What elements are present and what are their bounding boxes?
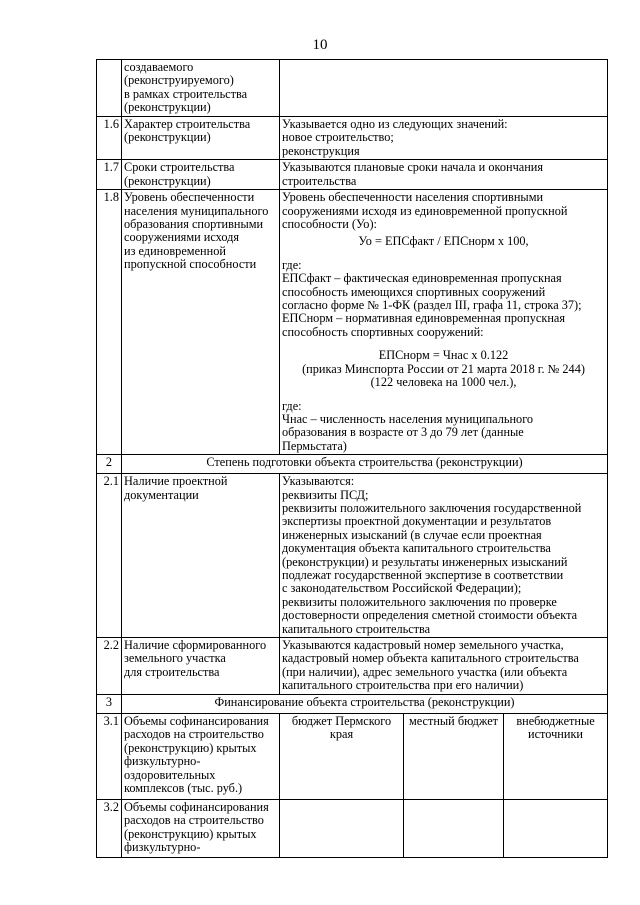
formula-intro: Уровень обеспеченности населения спортивными сооружениями исходя из единовременной пропускной способности (Уо): <box>282 190 568 232</box>
section-number: 3 <box>97 695 122 714</box>
row-number: 2.1 <box>97 474 122 638</box>
row-content: Указываются плановые сроки начала и окончания строительства <box>280 160 608 190</box>
cell-empty <box>404 800 504 858</box>
row-label: Наличие проектной документации <box>122 474 280 638</box>
section-number: 2 <box>97 455 122 474</box>
section-title: Степень подготовки объекта строительства (реконструкции) <box>122 455 608 474</box>
row-number: 3.2 <box>97 800 122 858</box>
row-content: Указывается одно из следующих значений: новое строительство; реконструкция <box>280 117 608 160</box>
table-row <box>97 474 608 638</box>
row-label: Сроки строительства (реконструкции) <box>122 160 280 190</box>
row-number: 1.8 <box>97 190 122 455</box>
table-row <box>97 190 608 455</box>
row-number: 1.6 <box>97 117 122 160</box>
row-number: 1.7 <box>97 160 122 190</box>
table-row <box>97 714 608 800</box>
formula-population: где: Чнас – численность населения муниципального образования в возрасте от 3 до 79 лет (данные Пермьстата) <box>282 398 534 453</box>
section-title: Финансирование объекта строительства (реконструкции) <box>122 695 608 714</box>
row-content <box>280 60 608 117</box>
table-row <box>97 117 608 160</box>
row-number: 3.1 <box>97 714 122 800</box>
column-regional-budget: бюджет Пермского края <box>280 714 404 800</box>
table-row <box>97 800 608 858</box>
table-row <box>97 160 608 190</box>
row-content <box>280 190 608 455</box>
row-label: Уровень обеспеченности населения муниципального образования спортивными сооружениями исходя из единовременной пропускной способности <box>122 190 280 455</box>
formula-definitions: где: ЕПСфакт – фактическая единовременная пропускная способность имеющихся спортивных сооружений согласно форме № 1-ФК (раздел III, графа 11, строка 37); ЕПСнорм – нормативная единовременная пропускная способность спортивных сооружений: <box>282 257 582 339</box>
row-label: Характер строительства (реконструкции) <box>122 117 280 160</box>
row-label: Объемы софинансирования расходов на строительство (реконструкцию) крытых физкультурно- <box>122 800 280 858</box>
page-number: 10 <box>312 37 328 53</box>
formula-main: Уо = ЕПСфакт / ЕПСнорм x 100, <box>358 234 529 249</box>
column-local-budget: местный бюджет <box>404 714 504 800</box>
row-label: создаваемого (реконструируемого) в рамках строительства (реконструкции) <box>122 60 280 117</box>
section-row <box>97 695 608 714</box>
section-row <box>97 455 608 474</box>
cell-empty <box>504 800 608 858</box>
table-row <box>97 638 608 695</box>
row-label: Наличие сформированного земельного участка для строительства <box>122 638 280 695</box>
column-extra-budgetary: внебюджетные источники <box>504 714 608 800</box>
row-label: Объемы софинансирования расходов на строительство (реконструкцию) крытых физкультурно- оздоровительных комплексов (тыс. руб.) <box>122 714 280 800</box>
row-content: Указываются: реквизиты ПСД; реквизиты положительного заключения государственной экспертизы проектной документации и результатов инженерных изысканий (в случае если проектная документация объекта капитального строительства (реконструкции) и результаты инженерных изысканий подлежат государственной экспертизе в соответствии с законодательством Российской Федерации); реквизиты положительного заключения по проверке достоверности определения сметной стоимости объекта капитального строительства <box>280 474 608 638</box>
row-content: Указываются кадастровый номер земельного участка, кадастровый номер объекта капитального строительства (при наличии), адрес земельного участка (или объекта капитального строительства при его наличии) <box>280 638 608 695</box>
cell-empty <box>280 800 404 858</box>
requirements-table <box>96 59 608 858</box>
formula-norm: ЕПСнорм = Чнас x 0.122 (приказ Минспорта России от 21 марта 2018 г. № 244) (122 человека на 1000 чел.), <box>302 348 585 390</box>
table-row <box>97 60 608 117</box>
row-number <box>97 60 122 117</box>
row-number: 2.2 <box>97 638 122 695</box>
